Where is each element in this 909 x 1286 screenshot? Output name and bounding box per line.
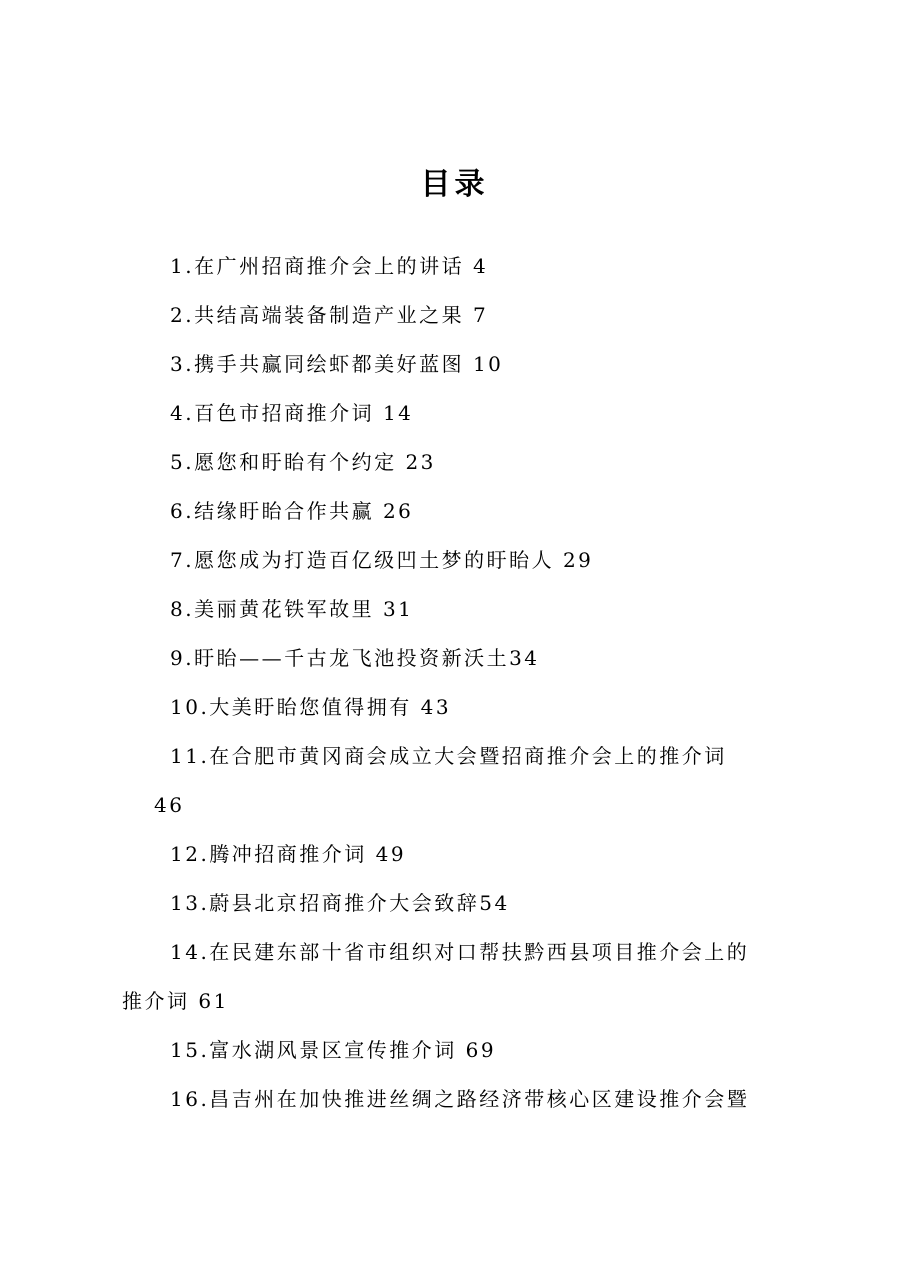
toc-item-text: 4.百色市招商推介词 14: [170, 401, 414, 425]
toc-item-6: [122, 487, 798, 536]
toc-item-text: 15.富水湖风景区宣传推介词 69: [170, 1038, 497, 1062]
toc-item-4: [122, 389, 798, 438]
toc-item-3: [122, 340, 798, 389]
toc-item-text: 5.愿您和盱眙有个约定 23: [170, 450, 436, 474]
page-title: 目录: [420, 167, 489, 202]
toc-item-14: [122, 928, 798, 1026]
toc-item-text: 9.盱眙——千古龙飞池投资新沃土34: [170, 646, 540, 670]
toc-item-9: [122, 634, 798, 683]
toc-item-text: 1.在广州招商推介会上的讲话 4: [170, 254, 489, 278]
table-of-contents: [122, 242, 798, 1124]
toc-item-text: 6.结缘盱眙合作共赢 26: [170, 499, 414, 523]
toc-item-7: [122, 536, 798, 585]
toc-item-text: 13.蔚县北京招商推介大会致辞54: [170, 891, 510, 915]
toc-item-16: [122, 1075, 798, 1124]
toc-item-10: [122, 683, 798, 732]
toc-item-text: 2.共结高端装备制造产业之果 7: [170, 303, 489, 327]
toc-item-text: 3.携手共赢同绘虾都美好蓝图 10: [170, 352, 504, 376]
toc-item-15: [122, 1026, 798, 1075]
toc-item-text: 12.腾冲招商推介词 49: [170, 842, 407, 866]
toc-item-text: 16.昌吉州在加快推进丝绸之路经济带核心区建设推介会暨: [170, 1087, 750, 1111]
toc-item-5: [122, 438, 798, 487]
toc-item-page-number: 46: [154, 793, 185, 817]
toc-item-continuation: 推介词 61: [122, 989, 229, 1013]
toc-item-text: 14.在民建东部十省市组织对口帮扶黔西县项目推介会上的: [170, 940, 750, 964]
toc-item-text: 7.愿您成为打造百亿级凹土梦的盱眙人 29: [170, 548, 594, 572]
toc-item-13: [122, 879, 798, 928]
toc-item-8: [122, 585, 798, 634]
toc-item-text: 8.美丽黄花铁军故里 31: [170, 597, 414, 621]
toc-item-12: [122, 830, 798, 879]
toc-item-text: 11.在合肥市黄冈商会成立大会暨招商推介会上的推介词: [170, 744, 727, 768]
toc-item-text: 10.大美盱眙您值得拥有 43: [170, 695, 452, 719]
toc-item-2: [122, 291, 798, 340]
toc-item-11: [122, 732, 798, 830]
toc-item-1: [122, 242, 798, 291]
